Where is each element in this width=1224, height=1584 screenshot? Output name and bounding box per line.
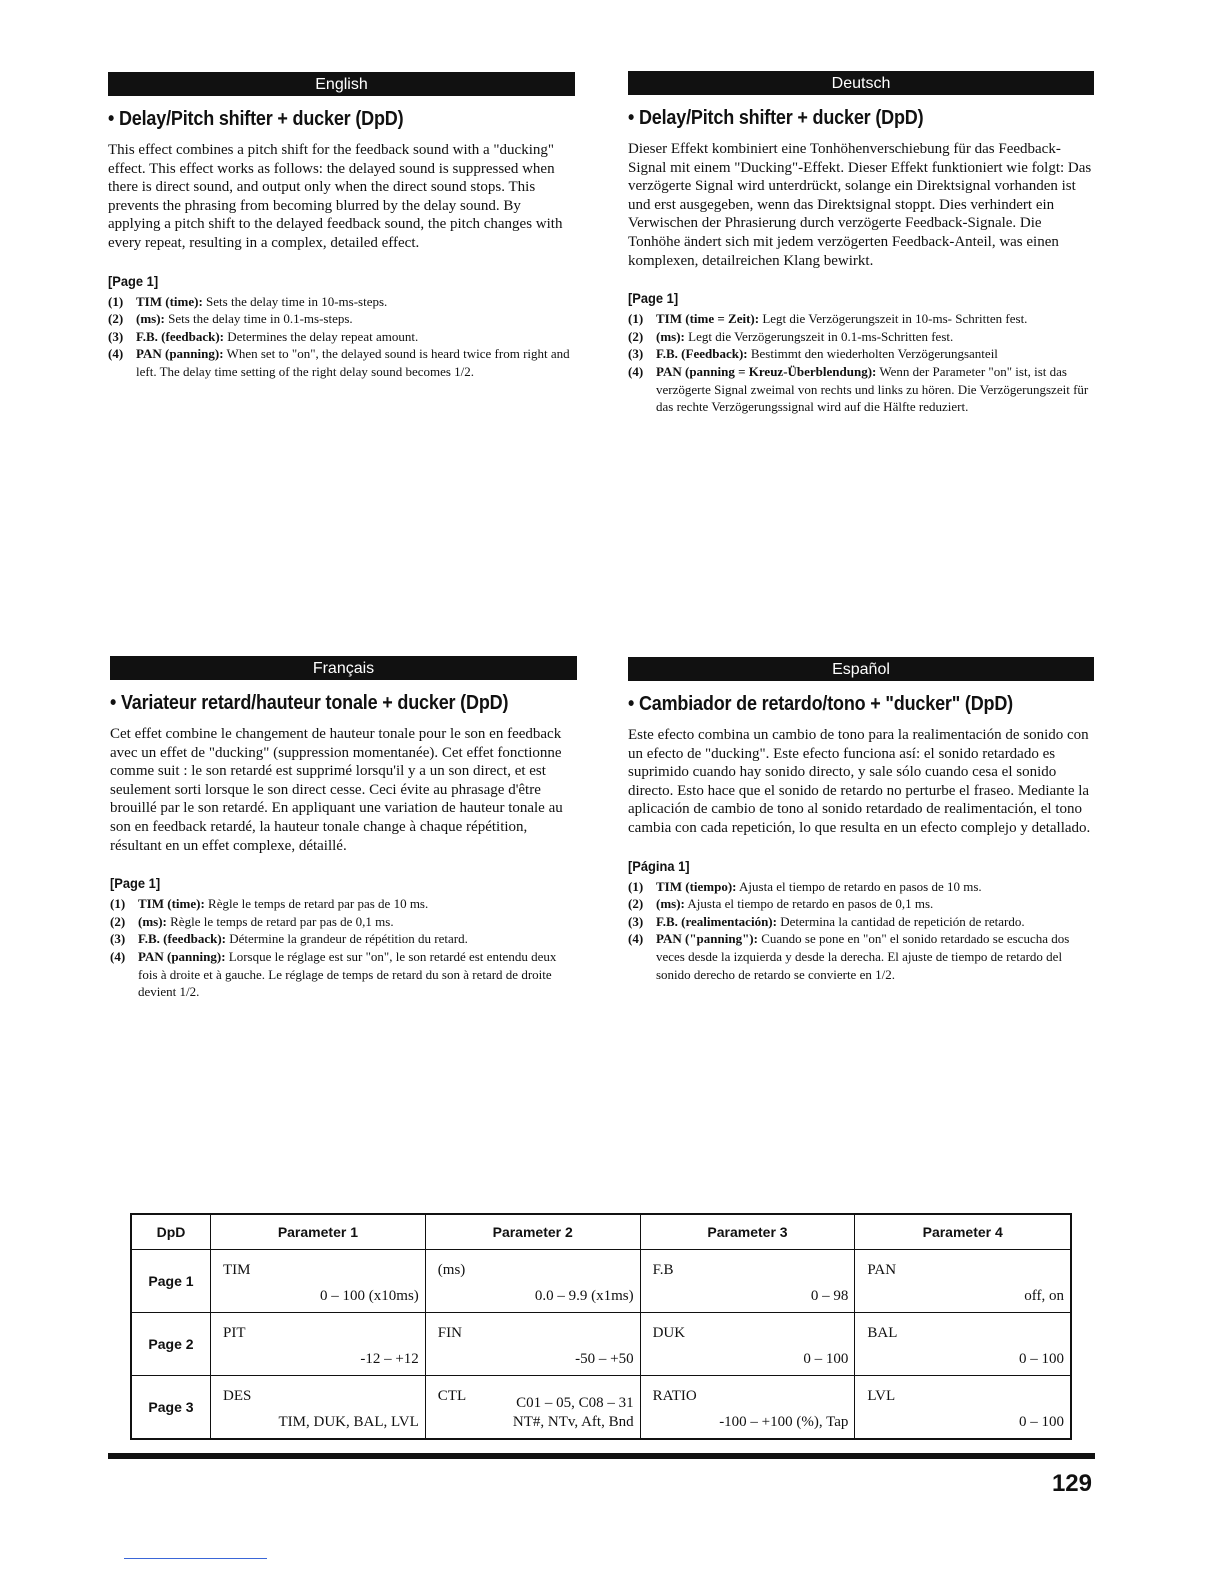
table-row: [131, 1376, 1071, 1440]
section-espanol: [628, 657, 1094, 983]
param-range: TIM, DUK, BAL, LVL: [278, 1414, 419, 1430]
table-cell: [855, 1313, 1071, 1376]
param-number: (1): [108, 293, 124, 309]
param-desc: Wenn der Parameter "on" ist, ist das verzögerte Signal zweimal von rechts und links zu hören. Die Verzögerungszeit für das rechte Verzögerungssignal wird auf die Hälfte reduziert.: [656, 363, 1089, 415]
param-desc: Legt die Verzögerungszeit in 10-ms- Schritten fest.: [759, 311, 1028, 327]
table-header-row: [131, 1214, 1071, 1250]
param-number: (2): [108, 311, 124, 327]
page-label-english: [Page 1]: [108, 272, 159, 289]
param-number: (2): [628, 896, 644, 912]
param-item: [108, 310, 575, 328]
param-number: (1): [628, 311, 644, 327]
param-number: (1): [110, 896, 126, 912]
param-item: [628, 878, 1094, 896]
param-key: (ms):: [136, 311, 165, 327]
param-key: F.B. (feedback):: [136, 328, 224, 344]
param-key: TIM (time = Zeit):: [656, 311, 760, 327]
param-list-espanol: [628, 878, 1094, 984]
param-desc: Règle le temps de retard par pas de 0,1 ms.: [166, 913, 394, 929]
param-number: (4): [628, 931, 644, 947]
param-item: [628, 895, 1094, 913]
page-number: 129: [1051, 1470, 1092, 1497]
page-label-espanol: [Página 1]: [628, 857, 690, 874]
param-item: [628, 930, 1094, 983]
intro-deutsch: Dieser Effekt kombiniert eine Tonhöhenverschiebung für das Feedback-Signal mit einem "Ducking"-Effekt. Dieser Effekt funktioniert wie folgt: Das verzögerte Signal wird unterdrückt, solange ein Direktsignal vorhanden ist und erst ausgegeben, wenn das Direktsignal stoppt. Dies verhindert ein Verwischen der Phrasierung durch verzögerte Feedback-Signale. Die Tonhöhe ändert sich mit jedem verzögerten Feedback-Anteil, was einen komplexen, detailreichen Klang bewirkt.: [628, 141, 1092, 269]
param-range: 0 – 100 (x10ms): [320, 1288, 419, 1304]
param-number: (2): [110, 913, 126, 929]
param-item: [110, 913, 577, 931]
param-desc: Règle le temps de retard par pas de 10 ms.: [204, 896, 429, 912]
table-cell: [855, 1376, 1071, 1440]
param-number: (3): [110, 931, 126, 947]
param-number: (2): [628, 328, 644, 344]
section-title-deutsch: • Delay/Pitch shifter + ducker (DpD): [628, 107, 924, 129]
param-item: [110, 930, 577, 948]
param-desc: Cuando se pone en "on" el sonido retardado se escucha dos veces desde la izquierda y desde la derecha. El ajuste de tiempo de retardo del sonido derecho de retardo se convierte en 1/2.: [656, 931, 1070, 982]
param-item: [108, 345, 575, 380]
param-desc: Determines the delay repeat amount.: [224, 328, 419, 344]
param-desc: Legt die Verzögerungszeit in 0.1-ms-Schritten fest.: [684, 328, 954, 344]
lang-header-deutsch: Deutsch: [628, 71, 1094, 95]
param-range: -50 – +50: [575, 1351, 634, 1367]
param-item: [628, 328, 1094, 346]
table-cell: [211, 1313, 426, 1376]
table-cell: [640, 1313, 855, 1376]
param-name: CTL: [437, 1388, 467, 1404]
param-key: TIM (tiempo):: [656, 878, 737, 894]
param-range: 0 – 100: [1019, 1351, 1064, 1367]
section-deutsch: [628, 71, 1094, 416]
param-number: (3): [108, 328, 124, 344]
table-cell: [425, 1376, 640, 1440]
table-row: [131, 1313, 1071, 1376]
param-desc: Ajusta el tiempo de retardo en pasos de 10 ms.: [736, 878, 982, 894]
param-item: [110, 895, 577, 913]
param-desc: Sets the delay time in 0.1-ms-steps.: [164, 311, 353, 327]
table-header-cell: Parameter 3: [640, 1214, 855, 1250]
lang-header-espanol: Español: [628, 657, 1094, 681]
table-page-cell: Page 3: [131, 1376, 211, 1440]
table-cell: [855, 1250, 1071, 1313]
lang-header-english: English: [108, 72, 575, 96]
param-name: F.B: [652, 1262, 674, 1278]
section-title-francais: • Variateur retard/hauteur tonale + ducker (DpD): [110, 692, 509, 714]
table-cell: [425, 1250, 640, 1313]
param-key: (ms):: [656, 896, 685, 912]
param-name: DES: [223, 1388, 252, 1404]
table-header-cell: Parameter 2: [425, 1214, 640, 1250]
param-key: PAN ("panning"):: [656, 931, 758, 947]
lang-header-francais: Français: [110, 656, 577, 680]
param-name: BAL: [867, 1325, 898, 1341]
table-header-cell: DpD: [131, 1214, 211, 1250]
param-key: (ms):: [656, 328, 685, 344]
dpd-parameter-table: [130, 1213, 1072, 1440]
param-name: FIN: [437, 1325, 462, 1341]
param-desc: Ajusta el tiempo de retardo en pasos de 0,1 ms.: [684, 896, 934, 912]
param-number: (3): [628, 346, 644, 362]
param-name: DUK: [652, 1325, 686, 1341]
param-key: F.B. (realimentación):: [656, 913, 777, 929]
param-desc: Sets the delay time in 10-ms-steps.: [202, 293, 388, 309]
table-cell: [640, 1250, 855, 1313]
intro-espanol: Este efecto combina un cambio de tono para la realimentación de sonido con un efecto de "ducking". Este efecto funciona así: el sonido retardado es suprimido cuando hay sonido directo, y sale sólo cuando cesa el sonido directo. Esto hace que el sonido de retardo no perturbe el fraseo. Mediante la aplicación de cambio de tono al sonido retardado de realimentación, el tono cambia con cada repetición, lo que resulta en un efecto complejo y detallado.: [628, 727, 1091, 836]
param-number: (4): [628, 363, 644, 379]
param-range: C01 – 05, C08 – 31 NT#, NTv, Aft, Bnd: [512, 1395, 634, 1430]
param-number: (1): [628, 878, 644, 894]
bottom-divider: [108, 1453, 1095, 1459]
page-label-francais: [Page 1]: [110, 875, 161, 892]
table-page-cell: Page 2: [131, 1313, 211, 1376]
param-range: 0 – 100: [1019, 1414, 1064, 1430]
table-cell: [425, 1313, 640, 1376]
intro-francais: Cet effet combine le changement de hauteur tonale pour le son en feedback avec un effet de "ducking" (suppression momentanée). Cet effet fonctionne comme suit : le son retardé est supprimé lorsqu'il y a un son direct, et est seulement sorti lorsque le son direct cesse. Ceci évite au phrasage d'être brouillé par le son retardé. En appliquant une variation de hauteur tonale au son en feedback retardé, la hauteur tonale change à chaque répétition, résultant en un effet complexe, détaillé.: [110, 726, 563, 854]
param-item: [628, 345, 1094, 363]
param-item: [108, 328, 575, 346]
param-desc: Lorsque le réglage est sur "on", le son retardé est entendu deux fois à droite et à gauche. Le réglage de temps de retard du son à retard de droite devient 1/2.: [138, 948, 557, 1000]
param-range: off, on: [1024, 1288, 1064, 1304]
param-item: [108, 293, 575, 311]
param-list-francais: [110, 895, 577, 1001]
param-item: [628, 913, 1094, 931]
param-name: PAN: [867, 1262, 897, 1278]
section-francais: [110, 656, 577, 1001]
param-key: F.B. (feedback):: [138, 931, 226, 947]
param-key: (ms):: [138, 913, 167, 929]
link-underline: [124, 1558, 267, 1559]
param-range: 0 – 100: [803, 1351, 849, 1367]
param-key: TIM (time):: [138, 896, 205, 912]
table-header-cell: Parameter 4: [855, 1214, 1071, 1250]
param-desc: Détermine la grandeur de répétition du retard.: [226, 931, 468, 947]
param-name: (ms): [437, 1262, 466, 1278]
page-label-deutsch: [Page 1]: [628, 290, 679, 307]
param-item: [628, 363, 1094, 416]
param-desc: Bestimmt den wiederholten Verzögerungsanteil: [747, 346, 998, 362]
table-cell: [640, 1376, 855, 1440]
table-page-cell: Page 1: [131, 1250, 211, 1313]
param-key: PAN (panning):: [136, 346, 224, 362]
table-row: [131, 1250, 1071, 1313]
param-item: [628, 310, 1094, 328]
param-desc: Determina la cantidad de repetición de retardo.: [776, 913, 1025, 929]
param-range: -100 – +100 (%), Tap: [719, 1414, 849, 1430]
section-english: [108, 72, 575, 381]
param-key: F.B. (Feedback):: [656, 346, 748, 362]
param-range: 0 – 98: [810, 1288, 849, 1304]
param-item: [110, 948, 577, 1001]
param-key: PAN (panning):: [138, 948, 226, 964]
param-list-english: [108, 293, 575, 381]
table-cell: [211, 1376, 426, 1440]
param-range: 0.0 – 9.9 (x1ms): [534, 1288, 634, 1304]
param-name: TIM: [223, 1262, 251, 1278]
param-key: PAN (panning = Kreuz-Überblendung):: [656, 363, 877, 379]
param-name: LVL: [867, 1388, 896, 1404]
param-number: (4): [108, 346, 124, 362]
table-cell: [211, 1250, 426, 1313]
table-header-cell: Parameter 1: [211, 1214, 426, 1250]
param-key: TIM (time):: [136, 293, 203, 309]
intro-english: This effect combines a pitch shift for the feedback sound with a "ducking" effect. This effect works as follows: the delayed sound is suppressed when there is direct sound, and output only when the direct sound stops. This prevents the phrasing from becoming blurred by the delay sound. By applying a pitch shift to the delayed feedback sound, the pitch changes with every repeat, resulting in a complex, detailed effect.: [108, 142, 563, 251]
param-desc: When set to "on", the delayed sound is heard twice from right and left. The delay time setting of the right delay sound becomes 1/2.: [136, 346, 570, 379]
param-name: PIT: [223, 1325, 246, 1341]
param-number: (4): [110, 948, 126, 964]
section-title-english: • Delay/Pitch shifter + ducker (DpD): [108, 108, 404, 130]
param-name: RATIO: [652, 1388, 697, 1404]
param-number: (3): [628, 913, 644, 929]
param-range: -12 – +12: [360, 1351, 419, 1367]
param-list-deutsch: [628, 310, 1094, 416]
section-title-espanol: • Cambiador de retardo/tono + "ducker" (DpD): [628, 693, 1014, 715]
